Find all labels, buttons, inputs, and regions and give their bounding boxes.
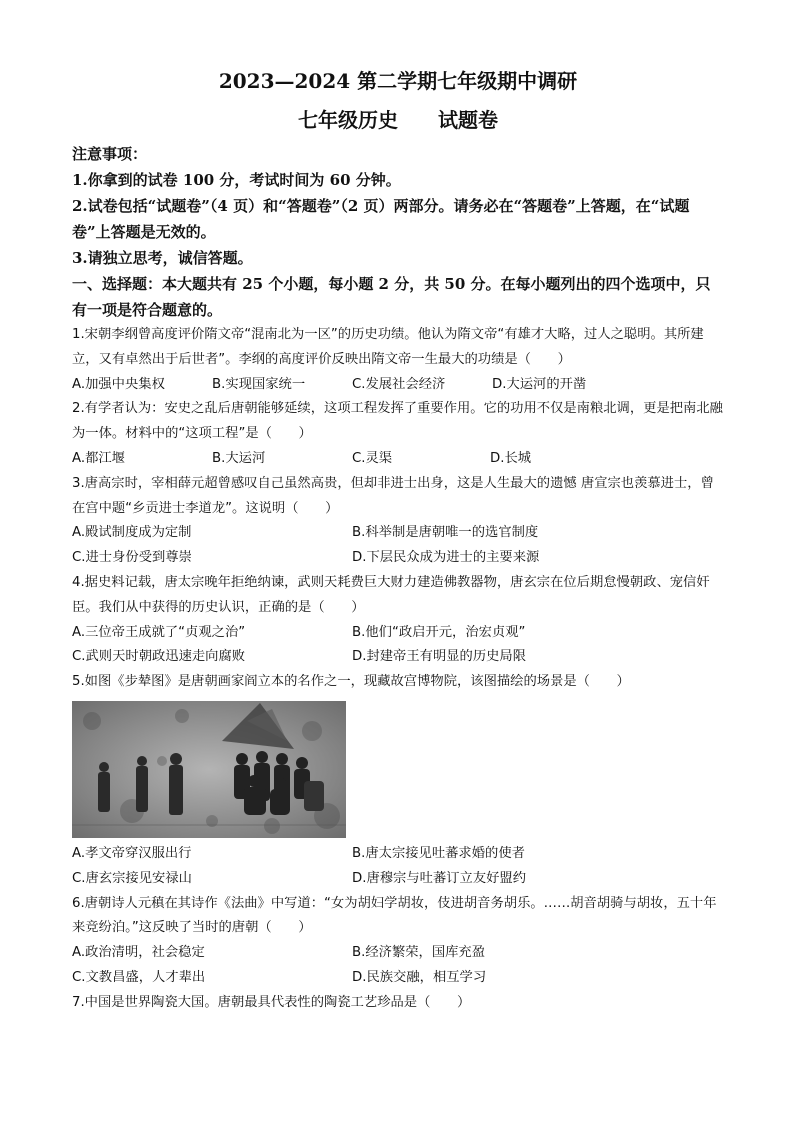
option-c: C.发展社会经济 [352,376,446,392]
options-row [72,447,724,472]
question-stem: 6.唐朝诗人元稹在其诗作《法曲》中写道：“女为胡妇学胡妆，伎进胡音务胡乐。……胡音胡骑与胡妆，五十年来竞纷泊。”这反映了当时的唐朝（ ） [72,895,717,936]
question-5 [72,670,724,891]
option-a: A.殿试制度成为定制 [72,525,192,541]
notes-heading: 注意事项： [72,145,148,163]
painting-illustration [72,701,346,838]
option-d: D.下层民众成为进士的主要来源 [352,550,540,566]
question-stem: 4.据史料记载，唐太宗晚年拒绝纳谏，武则天耗费巨大财力建造佛教器物，唐玄宗在位后期怠慢朝政、宠信奸臣。我们从中获得的历史认识，正确的是（ ） [72,574,710,615]
bunian-tu-painting [72,701,346,838]
option-d: D.民族交融，相互学习 [352,969,487,985]
options-grid [72,621,724,671]
options-grid [72,842,724,892]
section-heading: 一、选择题：本大题共有 25 个小题，每小题 2 分，共 50 分。在每小题列出的四个选项中，只有一项是符合题意的。 [72,275,711,319]
note-item: 3.请独立思考，诚信答题。 [72,249,253,267]
option-a: A.三位帝王成就了“贞观之治” [72,624,246,640]
exam-title: 2023—2024 第二学期七年级期中调研 [218,69,578,93]
option-c: C.武则天时朝政迅速走向腐败 [72,649,246,665]
question-4 [72,571,724,670]
notes-block [72,141,724,271]
option-a: A.孝文帝穿汉服出行 [72,845,192,861]
option-b: B.经济繁荣，国库充盈 [352,945,486,961]
question-3 [72,472,724,571]
option-c: C.文教昌盛，人才辈出 [72,969,206,985]
question-stem: 3.唐高宗时，宰相薛元超曾感叹自己虽然高贵，但却非进士出身，这是人生最大的遗憾 唐宣宗也羡慕进士，曾在宫中题“乡贡进士李道龙”。这说明（ ） [72,475,714,516]
question-stem: 7.中国是世界陶瓷大国。唐朝最具代表性的陶瓷工艺珍品是（ ） [72,994,471,1010]
option-c: C.灵渠 [352,450,393,466]
note-item: 1.你拿到的试卷 100 分，考试时间为 60 分钟。 [72,171,401,189]
option-c: C.进士身份受到尊崇 [72,550,192,566]
option-b: B.科举制是唐朝唯一的选官制度 [352,525,539,541]
option-c: C.唐玄宗接见安禄山 [72,870,192,886]
note-item: 2.试卷包括“试题卷”（4 页）和“答题卷”（2 页）两部分。请务必在“答题卷”上答题，在“试题卷”上答题是无效的。 [72,197,690,241]
option-b: B.实现国家统一 [212,376,306,392]
option-a: A.加强中央集权 [72,376,165,392]
option-d: D.长城 [490,450,532,466]
option-b: B.大运河 [212,450,266,466]
option-d: D.大运河的开凿 [492,376,587,392]
options-row [72,373,724,398]
option-d: D.封建帝王有明显的历史局限 [352,649,527,665]
question-1 [72,323,724,397]
option-b: B.他们“政启开元，治宏贞观” [352,624,526,640]
exam-subtitle: 七年级历史 试题卷 [298,108,498,132]
options-grid [72,521,724,571]
question-6 [72,892,724,991]
option-b: B.唐太宗接见吐蕃求婚的使者 [352,845,525,861]
option-a: A.政治清明，社会稳定 [72,945,205,961]
options-grid [72,941,724,991]
question-7 [72,991,724,1016]
question-stem: 1.宋朝李纲曾高度评价隋文帝“混南北为一区”的历史功绩。他认为隋文帝“有雄才大略，过人之聪明。其所建立，又有卓然出于后世者”。李纲的高度评价反映出隋文帝一生最大的功绩是（ ） [72,327,704,367]
question-2 [72,397,724,471]
option-d: D.唐穆宗与吐蕃订立友好盟约 [352,870,527,886]
option-a: A.都江堰 [72,450,125,466]
question-stem: 2.有学者认为：安史之乱后唐朝能够延续，这项工程发挥了重要作用。它的功用不仅是南粮北调，更是把南北融为一体。材料中的“这项工程”是（ ） [72,401,723,442]
exam-page [72,66,724,1016]
question-stem: 5.如图《步辇图》是唐朝画家阎立本的名作之一，现藏故宫博物院，该图描绘的场景是（ ） [72,674,630,690]
